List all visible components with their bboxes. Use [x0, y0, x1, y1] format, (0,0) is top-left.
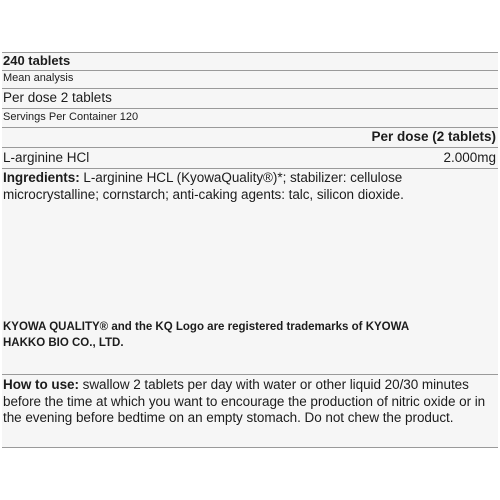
divider	[2, 70, 498, 71]
per-dose: Per dose 2 tablets	[3, 90, 112, 105]
nutrient-amount: 2.000mg	[443, 150, 496, 165]
pack-size: 240 tablets	[3, 53, 71, 68]
trademark-line-2: HAKKO BIO CO., LTD.	[3, 336, 124, 349]
trademark-line-1: KYOWA QUALITY® and the KQ Logo are registered trademarks of KYOWA	[3, 321, 410, 333]
nutrient-name: L-arginine HCl	[3, 150, 90, 165]
divider	[2, 168, 498, 169]
how-to-use-text: swallow 2 tablets per day with water or other liquid 20/30 minutes before the time at which you want to encourage the production of nitric oxide or in the evening before bedtime on an empty stomach. Do not chew the product.	[3, 377, 486, 425]
ingredients-heading: Ingredients:	[3, 170, 80, 185]
nutrient-row	[2, 150, 498, 166]
divider	[2, 127, 498, 128]
divider	[2, 88, 498, 89]
servings-per-container: Servings Per Container 120	[3, 111, 139, 123]
supplement-facts-label	[2, 52, 498, 448]
divider	[2, 374, 498, 375]
mean-analysis: Mean analysis	[3, 72, 74, 84]
per-dose-column-header: Per dose (2 tablets)	[371, 129, 496, 144]
trademark-notice	[2, 320, 498, 351]
how-to-use-heading: How to use:	[3, 377, 79, 392]
divider	[2, 108, 498, 109]
divider	[2, 147, 498, 148]
how-to-use	[2, 377, 498, 427]
ingredients-text: L-arginine HCL (KyowaQuality®)*; stabilizer: cellulose microcrystalline; cornstarch; anti-caking agents: talc, silicon dioxide.	[3, 170, 404, 202]
ingredients	[2, 170, 498, 203]
divider	[2, 447, 498, 448]
